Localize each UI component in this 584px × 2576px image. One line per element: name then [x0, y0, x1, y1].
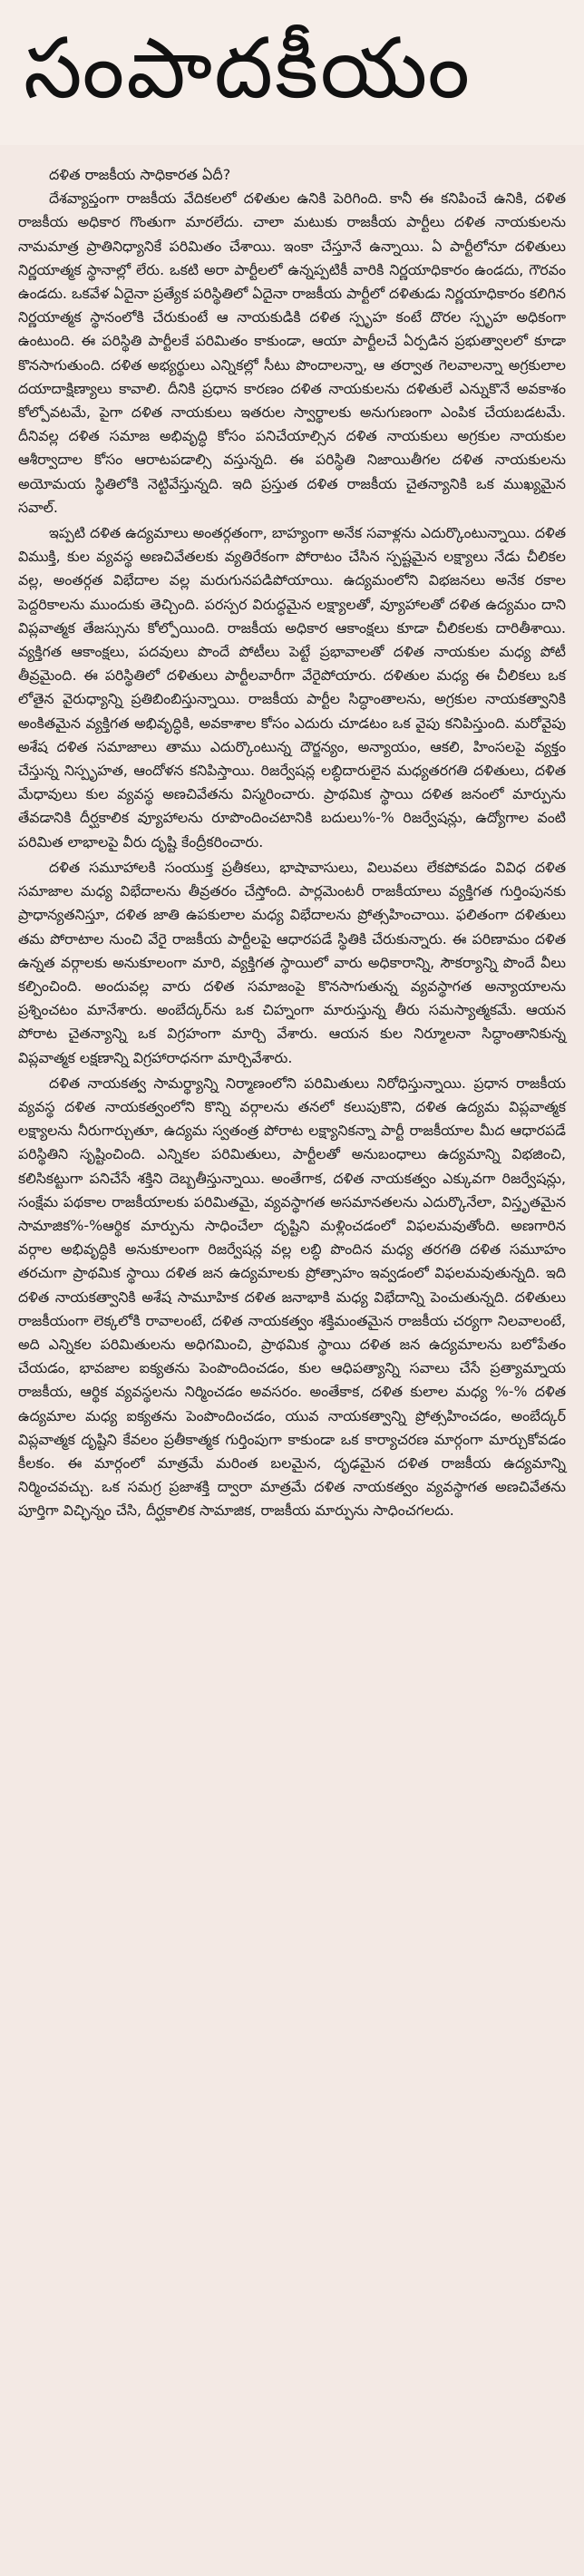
masthead-title: సంపాదకీయం — [24, 20, 472, 117]
article-paragraph: ఇప్పటి దళిత ఉద్యమాలు అంతర్గతంగా, బాహ్యంగా అనేక సవాళ్లను ఎదుర్కొంటున్నాయి. దళిత విముక్తి, కుల వ్యవస్థ అణచివేతలకు వ్యతిరేకంగా పోరాటం చేసిన స్పష్టమైన లక్ష్యాలు నేడు చీలికల వల్ల, అంతర్గత విభేదాల వల్ల మరుగునపడిపోయాయి. ఉద్యమంలోని విభజనలు అనేక రకాల పెద్దరికాలను ముందుకు తెచ్చింది. పరస్పర విరుద్ధమైన లక్ష్యాలతో, వ్యూహాలతో దళిత ఉద్యమం దాని విప్లవాత్మక తేజస్సును కోల్పోయింది. రాజకీయ అధికార ఆకాంక్షలు కూడా చీలికలకు దారితీశాయి. వ్యక్తిగత ఆకాంక్షలు, పదవులు పొందే పోటీలు పెట్టే ప్రభావాలతో దళిత నాయకుల మధ్య పోటీ తీవ్రమైంది. ఈ పరిస్థితిలో దళితులు పార్టీలవారీగా వేరైపోయారు. దళితుల మధ్య ఈ చీలికలు ఒక లోతైన వైరుధ్యాన్ని ప్రతిబింబిస్తున్నాయి. రాజకీయ పార్టీల సిద్ధాంతాలను, అగ్రకుల నాయకత్వానికి అంకితమైన వ్యక్తిగత అభివృద్ధికి, అవకాశాల కోసం ఎదురు చూడటం ఒక వైపు కనిపిస్తుంది. మరోవైపు అశేష దళిత సమాజాలు తాము ఎదుర్కొంటున్న దౌర్జన్యం, అన్యాయం, ఆకలి, హింసలపై వ్యక్తం చేస్తున్న నిస్పృహత, ఆందోళన కనిపిస్తాయి. రిజర్వేషన్ల లబ్ధిదారులైన మధ్యతరగతి దళితులు, దళిత మేధావులు కుల వ్యవస్థ అణచివేతను విస్మరించారు. ప్రాథమిక స్థాయి దళిత జనంలో మార్పును తేవడానికి దీర్ఘకాలిక వ్యూహాలను రూపొందించటానికి బదులు%-% రిజర్వేషన్లు, ఉద్యోగాల వంటి పరిమిత లాభాలపై వీరు దృష్టి కేంద్రీకరించారు. — [18, 524, 566, 851]
article-headline: దళిత రాజకీయ సాధికారత ఏదీ? — [49, 166, 231, 183]
editorial-article — [18, 163, 566, 1525]
editorial-masthead — [0, 0, 584, 145]
article-paragraph: దేశవ్యాప్తంగా రాజకీయ వేదికలలో దళితుల ఉనికి పెరిగింది. కానీ ఈ కనిపించే ఉనికి, దళిత రాజకీయ అధికార గొంతుగా మారలేదు. చాలా మటుకు రాజకీయ పార్టీలు దళిత నాయకులను నామమాత్ర ప్రాతినిధ్యానికే పరిమితం చేశాయి. ఇంకా చేస్తూనే ఉన్నాయి. ఏ పార్టీలోనూ దళితులు నిర్ణయాత్మక స్థానాల్లో లేరు. ఒకటి అరా పార్టీలలో ఉన్నప్పటికీ వారికి నిర్ణయాధికారం ఉండదు, గౌరవం ఉండదు. ఒకవేళ ఏదైనా ప్రత్యేక పరిస్థితిలో ఏదైనా రాజకీయ పార్టీలో దళితుడు నిర్ణయాధికారం కలిగిన నిర్ణయాత్మక స్థానంలోకి చేరుకుంటే ఆ నాయకుడికి దళిత స్పృహ కంటే దొరల స్పృహ అధికంగా ఉంటుంది. ఈ పరిస్థితి పార్టీలకే పరిమితం కాకుండా, ఆయా పార్టీలచే ఏర్పడిన ప్రభుత్వాలలో కూడా కొనసాగుతుంది. దళిత అభ్యర్థులు ఎన్నికల్లో సీటు పొందాలన్నా, ఆ తర్వాత గెలవాలన్నా అగ్రకులాల దయాదాక్షిణ్యాలు కావాలి. దీనికి ప్రధాన కారణం దళిత నాయకులను దళితులే ఎన్నుకొనే అవకాశం కోల్పోవటమే, పైగా దళిత నాయకులు ఇతరుల స్వార్థాలకు అనుగుణంగా ఎంపిక చేయబడటమే. దీనివల్ల దళిత సమాజ అభివృద్ధి కోసం పనిచేయాల్సిన దళిత నాయకులు అగ్రకుల నాయకుల ఆశీర్వాదాల కోసం ఆరాటపడాల్సి వస్తున్నది. ఈ పరిస్థితి నిజాయితీగల దళిత నాయకులను అయోమయ స్థితిలోకి నెట్టివేస్తున్నది. ఇది ప్రస్తుత దళిత రాజకీయ చైతన్యానికి ఒక ముఖ్యమైన సవాల్. — [18, 190, 566, 516]
article-paragraph: దళిత నాయకత్వ సామర్థ్యాన్ని నిర్మాణంలోని పరిమితులు నిరోధిస్తున్నాయి. ప్రధాన రాజకీయ వ్యవస్థ దళిత నాయకత్వంలోని కొన్ని వర్గాలను తనలో కలుపుకొని, దళిత ఉద్యమ విప్లవాత్మక లక్ష్యాలను నీరుగార్చుతూ, ఉద్యమ స్వతంత్ర పోరాట లక్ష్యానికన్నా పార్టీ రాజకీయాల మీద ఆధారపడే పరిస్థితిని సృష్టించింది. ఎన్నికల పరిమితులు, పార్టీలతో అనుబంధాలు ఉద్యమాన్ని విభజించి, కలిసికట్టుగా పనిచేసే శక్తిని దెబ్బతీస్తున్నాయి. అంతేగాక, దళిత నాయకత్వం ఎక్కువగా రిజర్వేషన్లు, సంక్షేమ పథకాల రాజకీయాలకు పరిమితమై, వ్యవస్థాగత అసమానతలను ఎదుర్కొనేలా, విస్తృతమైన సామాజిక%-%ఆర్థిక మార్పును సాధించేలా దృష్టిని మళ్లించడంలో విఫలమవుతోంది. అణగారిన వర్గాల అభివృద్ధికి అనుకూలంగా రిజర్వేషన్ల వల్ల లబ్ధి పొందిన మధ్య తరగతి దళిత సమూహం తరచుగా ప్రాథమిక స్థాయి దళిత జన ఉద్యమాలకు ప్రోత్సాహం ఇవ్వడంలో విఫలమవుతున్నది. ఇది దళిత నాయకత్వానికి అశేష సామూహిక దళిత జనాభాకి మధ్య విభేదాన్ని పెంచుతున్నది. దళితులు రాజకీయంగా లెక్కలోకి రావాలంటే, దళిత నాయకత్వం శక్తిమంతమైన రాజకీయ చర్యగా నిలవాలంటే, అది ఎన్నికల పరిమితులను అధిగమించి, ప్రాథమిక స్థాయి దళిత జన ఉద్యమాలను బలోపేతం చేయడం, భావజాల ఐక్యతను పెంపొందించడం, కుల ఆధిపత్యాన్ని సవాలు చేసే ప్రత్యామ్నాయ రాజకీయ, ఆర్థిక వ్యవస్థలను నిర్మించడం అవసరం. అంతేకాక, దళిత కులాల మధ్య %-% దళిత ఉద్యమాల మధ్య ఐక్యతను పెంపొందించడం, యువ నాయకత్వాన్ని ప్రోత్సహించడం, అంబేద్కర్ విప్లవాత్మక దృష్టిని కేవలం ప్రతీకాత్మక గుర్తింపుగా కాకుండా ఒక కార్యాచరణ మార్గంగా మార్చుకోవడం కీలకం. ఈ మార్గంలో మాత్రమే మరింత బలమైన, దృఢమైన దళిత రాజకీయ ఉద్యమాన్ని నిర్మించవచ్చు. ఒక సమగ్ర ప్రజాశక్తి ద్వారా మాత్రమే దళిత నాయకత్వం వ్యవస్థాగత అణచివేతను పూర్తిగా విచ్ఛిన్నం చేసి, దీర్ఘకాలిక సామాజిక, రాజకీయ మార్పును సాధించగలదు. — [18, 1074, 566, 1520]
article-paragraph: దళిత సమూహాలకి సంయుక్త ప్రతీకలు, భాషావాసులు, విలువలు లేకపోవడం వివిధ దళిత సమాజాల మధ్య విభేదాలను తీవ్రతరం చేస్తోంది. పార్లమెంటరీ రాజకీయాలు వ్యక్తిగత గుర్తింపునకు ప్రాధాన్యతనిస్తూ, దళిత జాతి ఉపకులాల మధ్య విభేదాలను ప్రోత్సహించాయి. ఫలితంగా దళితులు తమ పోరాటాల నుంచి వేరై రాజకీయ పార్టీలపై ఆధారపడే స్థితికి చేరుకున్నారు. ఈ పరిణామం దళిత ఉన్నత వర్గాలకు అనుకూలంగా మారి, వ్యక్తిగత స్థాయిలో వారు అధికారాన్ని, సౌకర్యాన్ని పొందే వీలు కల్పించింది. అందువల్ల వారు దళిత సమాజంపై కొనసాగుతున్న వ్యవస్థాగత అన్యాయాలను ప్రశ్నించటం మానేశారు. అంబేద్కర్‌ను ఒక చిహ్నంగా మారుస్తున్న తీరు సమస్యాత్మకమే. ఆయన పోరాట చైతన్యాన్ని ఒక విగ్రహంగా మార్చి వేశారు. ఆయన కుల నిర్మూలనా సిద్ధాంతానికున్న విప్లవాత్మక లక్షణాన్ని విగ్రహారాధనగా మార్చివేశారు. — [18, 858, 566, 1066]
